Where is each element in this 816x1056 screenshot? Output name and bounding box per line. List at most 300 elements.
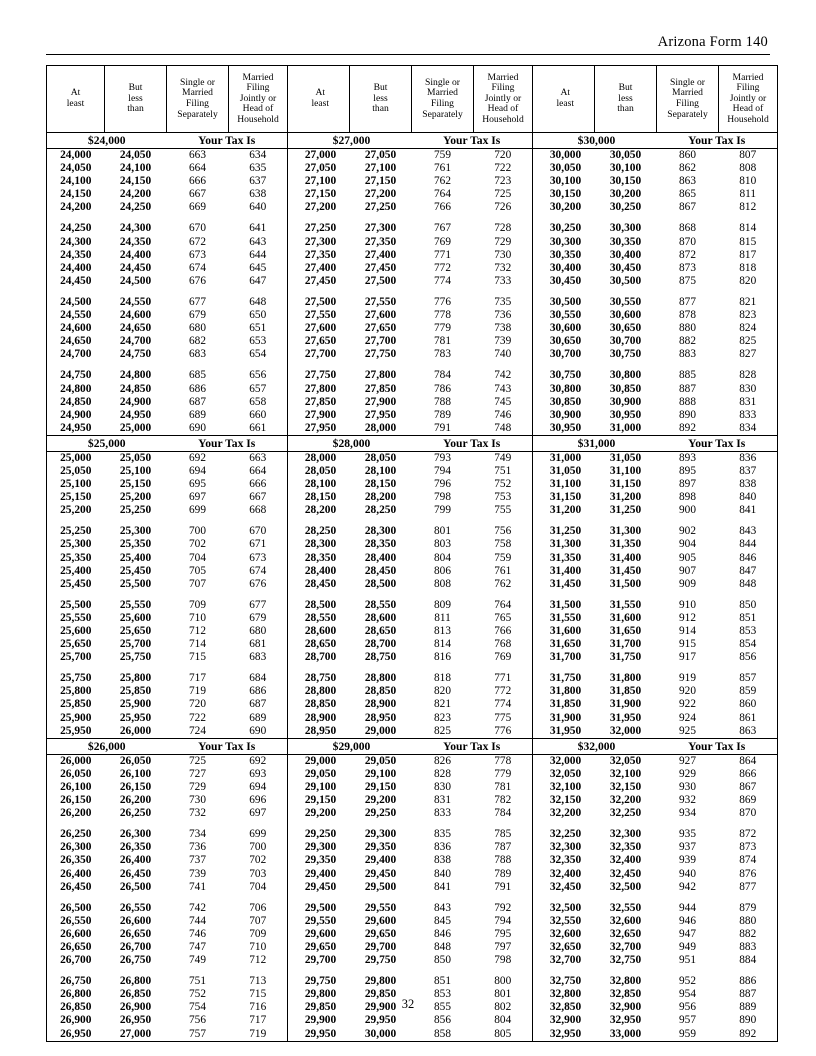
cell-tax-mfj-hoh: 814: [739, 222, 757, 235]
your-tax-is-label: Your Tax Is: [412, 435, 533, 451]
cell-tax-mfj-hoh: 764: [494, 598, 512, 611]
group-divider: [533, 149, 537, 163]
cell-tax-mfj-hoh: 709: [249, 927, 267, 940]
cell-at-least: 32,050: [549, 767, 582, 780]
cell-tax-mfj-hoh: 864: [739, 754, 757, 767]
cell-tax-single-mfs: 673: [189, 248, 206, 261]
cell-tax-single-mfs: 846: [434, 927, 451, 940]
cell-but-less-than: 32,600: [609, 914, 642, 927]
cell-at-least: 28,700: [304, 651, 337, 664]
group-divider: [288, 383, 292, 396]
cell-but-less-than: 30,150: [609, 175, 642, 188]
cell-at-least: 29,600: [304, 927, 337, 940]
cell-tax-mfj-hoh: 707: [249, 914, 267, 927]
cell-at-least: 24,450: [60, 274, 92, 287]
cell-tax-mfj-hoh: 694: [249, 780, 267, 793]
group-divider: [533, 309, 537, 322]
cell-tax-single-mfs: 727: [189, 767, 206, 780]
cell-at-least: 27,950: [304, 421, 337, 434]
table-row: [47, 275, 778, 288]
cell-but-less-than: 32,200: [609, 794, 642, 807]
cell-but-less-than: 27,450: [364, 261, 397, 274]
group-divider: [533, 249, 537, 262]
group-divider: [288, 478, 292, 491]
cell-tax-single-mfs: 855: [434, 1001, 451, 1014]
cell-at-least: 31,800: [549, 685, 582, 698]
cell-at-least: 26,850: [60, 1001, 92, 1014]
cell-at-least: 26,550: [60, 914, 92, 927]
cell-but-less-than: 31,350: [609, 538, 642, 551]
cell-tax-single-mfs: 907: [679, 564, 696, 577]
cell-but-less-than: 24,250: [119, 201, 152, 214]
cell-tax-mfj-hoh: 728: [494, 222, 512, 235]
column-header-mfj-or-hoh: Married Filing Jointly or Head of Household: [474, 66, 533, 133]
cell-at-least: 27,800: [304, 382, 337, 395]
group-divider: [533, 754, 537, 768]
cell-tax-single-mfs: 820: [434, 685, 451, 698]
cell-but-less-than: 24,750: [119, 348, 152, 361]
cell-tax-mfj-hoh: 856: [739, 651, 757, 664]
group-divider: [288, 612, 292, 625]
cell-at-least: 29,300: [304, 841, 337, 854]
cell-tax-single-mfs: 917: [679, 651, 696, 664]
cell-but-less-than: 25,900: [119, 698, 152, 711]
cell-at-least: 31,750: [549, 672, 582, 685]
cell-but-less-than: 31,100: [609, 464, 642, 477]
cell-tax-mfj-hoh: 717: [249, 1014, 267, 1027]
cell-but-less-than: 30,350: [609, 235, 642, 248]
cell-tax-mfj-hoh: 664: [249, 464, 267, 477]
cell-tax-single-mfs: 746: [189, 927, 206, 940]
cell-tax-single-mfs: 892: [679, 421, 696, 434]
cell-at-least: 31,000: [549, 451, 582, 464]
table-row: [47, 941, 778, 954]
cell-tax-mfj-hoh: 735: [494, 295, 512, 308]
cell-tax-single-mfs: 885: [679, 369, 696, 382]
group-divider: [288, 625, 292, 638]
group-divider: [533, 599, 537, 612]
cell-but-less-than: 29,600: [364, 914, 397, 927]
cell-tax-mfj-hoh: 853: [739, 625, 757, 637]
cell-at-least: 24,750: [60, 369, 92, 382]
cell-tax-mfj-hoh: 811: [739, 188, 757, 201]
cell-at-least: 24,000: [60, 149, 92, 161]
cell-at-least: 29,000: [304, 754, 337, 767]
group-divider: [288, 915, 292, 928]
cell-tax-mfj-hoh: 634: [249, 149, 267, 161]
group-divider: [533, 201, 537, 214]
cell-tax-single-mfs: 707: [189, 577, 206, 590]
cell-tax-single-mfs: 895: [679, 464, 696, 477]
cell-tax-single-mfs: 756: [189, 1014, 206, 1027]
cell-tax-single-mfs: 831: [434, 794, 451, 807]
cell-tax-single-mfs: 944: [679, 901, 696, 914]
cell-tax-single-mfs: 806: [434, 564, 451, 577]
table-row: [47, 672, 778, 685]
cell-tax-mfj-hoh: 693: [249, 767, 267, 780]
cell-tax-mfj-hoh: 692: [249, 754, 267, 767]
header-divider: [46, 54, 770, 55]
cell-at-least: 29,100: [304, 780, 337, 793]
group-divider: [288, 322, 292, 335]
table-row: [47, 175, 778, 188]
group-divider: [533, 881, 537, 894]
cell-at-least: 28,150: [304, 491, 337, 504]
cell-tax-mfj-hoh: 869: [739, 794, 757, 807]
group-divider: [288, 249, 292, 262]
column-header-mfj-or-hoh: Married Filing Jointly or Head of Household: [719, 66, 778, 133]
cell-at-least: 29,650: [304, 940, 337, 953]
cell-tax-mfj-hoh: 800: [494, 975, 512, 988]
group-divider: [288, 133, 292, 149]
group-divider: [533, 322, 537, 335]
table-row: [47, 975, 778, 988]
cell-but-less-than: 27,350: [364, 235, 397, 248]
cell-but-less-than: 31,150: [609, 478, 642, 491]
cell-at-least: 26,100: [60, 780, 92, 793]
cell-tax-single-mfs: 935: [679, 828, 696, 841]
cell-tax-mfj-hoh: 788: [494, 854, 512, 867]
cell-but-less-than: 32,100: [609, 767, 642, 780]
cell-tax-mfj-hoh: 810: [739, 175, 757, 188]
cell-but-less-than: 28,700: [364, 638, 397, 651]
cell-tax-single-mfs: 749: [189, 954, 206, 967]
table-row: [47, 915, 778, 928]
cell-at-least: 24,200: [60, 201, 92, 214]
cell-at-least: 24,500: [60, 295, 92, 308]
table-row: [47, 188, 778, 201]
group-divider: [533, 768, 537, 781]
cell-tax-single-mfs: 682: [189, 335, 206, 348]
cell-tax-single-mfs: 909: [679, 577, 696, 590]
cell-tax-mfj-hoh: 710: [249, 940, 267, 953]
column-header-at-least: At least: [292, 66, 350, 133]
cell-tax-mfj-hoh: 732: [494, 261, 512, 274]
cell-tax-single-mfs: 925: [679, 724, 696, 737]
cell-at-least: 31,100: [549, 478, 582, 491]
cell-tax-mfj-hoh: 870: [739, 807, 757, 820]
cell-tax-mfj-hoh: 697: [249, 807, 267, 820]
cell-tax-mfj-hoh: 847: [739, 564, 757, 577]
group-divider: [533, 975, 537, 988]
cell-but-less-than: 24,900: [119, 395, 152, 408]
group-divider: [533, 383, 537, 396]
bracket-label: $32,000: [537, 738, 657, 754]
cell-but-less-than: 28,000: [364, 421, 397, 434]
cell-tax-single-mfs: 942: [679, 880, 696, 893]
cell-tax-single-mfs: 865: [679, 188, 696, 201]
cell-but-less-than: 25,350: [119, 538, 152, 551]
cell-tax-mfj-hoh: 785: [494, 828, 512, 841]
group-divider: [533, 725, 537, 739]
cell-but-less-than: 26,900: [119, 1001, 152, 1014]
group-divider: [533, 712, 537, 725]
cell-tax-mfj-hoh: 771: [494, 672, 512, 685]
group-divider: [288, 504, 292, 517]
cell-but-less-than: 28,300: [364, 525, 397, 538]
group-divider: [288, 712, 292, 725]
cell-at-least: 25,700: [60, 651, 92, 664]
row-spacer: [47, 894, 778, 902]
group-divider: [288, 451, 292, 465]
cell-tax-mfj-hoh: 834: [739, 421, 757, 434]
row-spacer: [47, 967, 778, 975]
group-divider: [288, 525, 292, 538]
cell-tax-single-mfs: 724: [189, 724, 206, 737]
cell-tax-mfj-hoh: 789: [494, 867, 512, 880]
group-divider: [288, 396, 292, 409]
group-divider: [533, 296, 537, 309]
cell-but-less-than: 30,900: [609, 395, 642, 408]
group-divider: [533, 807, 537, 820]
cell-at-least: 28,400: [304, 564, 337, 577]
cell-but-less-than: 24,650: [119, 322, 152, 335]
cell-tax-single-mfs: 663: [189, 149, 206, 161]
table-row: [47, 162, 778, 175]
cell-at-least: 27,900: [304, 408, 337, 421]
income-bracket-band-row: [47, 738, 778, 754]
cell-tax-mfj-hoh: 795: [494, 927, 512, 940]
group-divider: [533, 504, 537, 517]
group-divider: [533, 954, 537, 967]
cell-tax-mfj-hoh: 889: [739, 1001, 757, 1014]
cell-tax-single-mfs: 722: [189, 711, 206, 724]
table-row: [47, 841, 778, 854]
cell-at-least: 30,300: [549, 235, 582, 248]
cell-at-least: 27,350: [304, 248, 337, 261]
your-tax-is-label: Your Tax Is: [167, 133, 288, 149]
cell-but-less-than: 31,300: [609, 525, 642, 538]
cell-tax-mfj-hoh: 759: [494, 551, 512, 564]
cell-but-less-than: 28,200: [364, 491, 397, 504]
cell-at-least: 28,050: [304, 464, 337, 477]
cell-but-less-than: 32,800: [609, 975, 642, 988]
group-divider: [533, 698, 537, 711]
cell-but-less-than: 25,700: [119, 638, 152, 651]
cell-at-least: 24,600: [60, 322, 92, 335]
cell-tax-single-mfs: 902: [679, 525, 696, 538]
group-divider: [533, 828, 537, 841]
cell-tax-mfj-hoh: 753: [494, 491, 512, 504]
table-row: [47, 868, 778, 881]
row-spacer: [47, 288, 778, 296]
table-row: [47, 781, 778, 794]
group-divider: [533, 396, 537, 409]
bracket-label: $29,000: [292, 738, 412, 754]
group-divider: [533, 902, 537, 915]
row-spacer: [47, 517, 778, 525]
cell-tax-single-mfs: 858: [434, 1027, 451, 1040]
cell-tax-mfj-hoh: 725: [494, 188, 512, 201]
cell-tax-single-mfs: 867: [679, 201, 696, 214]
group-divider: [533, 525, 537, 538]
cell-at-least: 32,500: [549, 901, 582, 914]
cell-but-less-than: 31,000: [609, 421, 642, 434]
group-divider: [288, 725, 292, 739]
table-row: [47, 928, 778, 941]
cell-tax-mfj-hoh: 782: [494, 794, 512, 807]
cell-tax-single-mfs: 947: [679, 927, 696, 940]
cell-tax-single-mfs: 924: [679, 711, 696, 724]
cell-at-least: 28,850: [304, 698, 337, 711]
cell-at-least: 26,800: [60, 988, 92, 1001]
cell-tax-mfj-hoh: 749: [494, 451, 512, 464]
cell-tax-mfj-hoh: 798: [494, 954, 512, 967]
cell-tax-single-mfs: 686: [189, 382, 206, 395]
cell-tax-mfj-hoh: 657: [249, 382, 267, 395]
cell-tax-mfj-hoh: 784: [494, 807, 512, 820]
cell-tax-mfj-hoh: 656: [249, 369, 267, 382]
cell-but-less-than: 27,700: [364, 335, 397, 348]
cell-tax-single-mfs: 741: [189, 880, 206, 893]
table-row: [47, 612, 778, 625]
cell-tax-mfj-hoh: 651: [249, 322, 267, 335]
cell-tax-single-mfs: 705: [189, 564, 206, 577]
cell-at-least: 31,850: [549, 698, 582, 711]
cell-at-least: 24,150: [60, 188, 92, 201]
table-row: [47, 149, 778, 163]
cell-at-least: 26,650: [60, 940, 92, 953]
cell-at-least: 26,700: [60, 954, 92, 967]
cell-at-least: 29,750: [304, 975, 337, 988]
cell-but-less-than: 30,250: [609, 201, 642, 214]
cell-at-least: 25,950: [60, 724, 92, 737]
cell-tax-single-mfs: 710: [189, 611, 206, 624]
cell-tax-mfj-hoh: 805: [494, 1027, 512, 1040]
cell-tax-single-mfs: 798: [434, 491, 451, 504]
cell-at-least: 29,850: [304, 1001, 337, 1014]
cell-but-less-than: 32,400: [609, 854, 642, 867]
cell-but-less-than: 25,600: [119, 611, 152, 624]
group-divider: [288, 296, 292, 309]
cell-tax-single-mfs: 766: [434, 201, 451, 214]
your-tax-is-label: Your Tax Is: [412, 738, 533, 754]
cell-but-less-than: 28,450: [364, 564, 397, 577]
cell-but-less-than: 24,500: [119, 274, 152, 287]
cell-at-least: 32,150: [549, 794, 582, 807]
cell-tax-single-mfs: 788: [434, 395, 451, 408]
cell-tax-mfj-hoh: 781: [494, 780, 512, 793]
cell-at-least: 29,950: [304, 1027, 337, 1040]
cell-but-less-than: 32,000: [609, 724, 642, 737]
cell-tax-single-mfs: 683: [189, 348, 206, 361]
cell-tax-single-mfs: 700: [189, 525, 206, 538]
cell-at-least: 28,950: [304, 724, 337, 737]
group-divider: [533, 915, 537, 928]
cell-tax-mfj-hoh: 680: [249, 625, 267, 637]
cell-at-least: 31,450: [549, 577, 582, 590]
cell-but-less-than: 25,800: [119, 672, 152, 685]
cell-but-less-than: 29,000: [364, 724, 397, 737]
cell-at-least: 25,900: [60, 711, 92, 724]
cell-but-less-than: 29,850: [364, 988, 397, 1001]
cell-tax-single-mfs: 927: [679, 754, 696, 767]
cell-but-less-than: 25,400: [119, 551, 152, 564]
group-divider: [288, 638, 292, 651]
cell-but-less-than: 25,850: [119, 685, 152, 698]
cell-at-least: 24,300: [60, 235, 92, 248]
cell-tax-single-mfs: 850: [434, 954, 451, 967]
cell-tax-mfj-hoh: 866: [739, 767, 757, 780]
cell-at-least: 25,150: [60, 491, 92, 504]
row-spacer: [47, 664, 778, 672]
cell-tax-mfj-hoh: 756: [494, 525, 512, 538]
cell-tax-mfj-hoh: 818: [739, 261, 757, 274]
row-spacer: [47, 214, 778, 222]
group-divider: [288, 175, 292, 188]
cell-tax-single-mfs: 868: [679, 222, 696, 235]
cell-at-least: 28,500: [304, 598, 337, 611]
cell-tax-single-mfs: 774: [434, 274, 451, 287]
cell-at-least: 27,600: [304, 322, 337, 335]
cell-but-less-than: 26,100: [119, 767, 152, 780]
cell-at-least: 32,350: [549, 854, 582, 867]
table-row: [47, 651, 778, 664]
table-row: [47, 807, 778, 820]
cell-tax-mfj-hoh: 772: [494, 685, 512, 698]
cell-tax-mfj-hoh: 706: [249, 901, 267, 914]
cell-but-less-than: 25,000: [119, 421, 152, 434]
form-title: Arizona Form 140: [657, 34, 768, 50]
cell-tax-mfj-hoh: 886: [739, 975, 757, 988]
cell-tax-mfj-hoh: 702: [249, 854, 267, 867]
cell-tax-single-mfs: 915: [679, 638, 696, 651]
cell-tax-single-mfs: 890: [679, 408, 696, 421]
cell-tax-mfj-hoh: 690: [249, 724, 267, 737]
cell-tax-mfj-hoh: 812: [739, 201, 757, 214]
cell-but-less-than: 32,550: [609, 901, 642, 914]
cell-tax-mfj-hoh: 808: [739, 162, 757, 175]
cell-tax-single-mfs: 796: [434, 478, 451, 491]
group-divider: [288, 262, 292, 275]
cell-but-less-than: 24,150: [119, 175, 152, 188]
cell-tax-mfj-hoh: 859: [739, 685, 757, 698]
cell-tax-mfj-hoh: 679: [249, 611, 267, 624]
cell-tax-single-mfs: 762: [434, 175, 451, 188]
cell-but-less-than: 32,650: [609, 927, 642, 940]
group-divider: [288, 768, 292, 781]
cell-but-less-than: 25,750: [119, 651, 152, 664]
cell-tax-mfj-hoh: 892: [739, 1027, 757, 1040]
cell-tax-mfj-hoh: 663: [249, 451, 267, 464]
table-row: [47, 638, 778, 651]
cell-tax-single-mfs: 779: [434, 322, 451, 335]
group-divider: [288, 685, 292, 698]
cell-tax-single-mfs: 898: [679, 491, 696, 504]
cell-tax-single-mfs: 900: [679, 504, 696, 517]
table-row: [47, 465, 778, 478]
cell-at-least: 29,550: [304, 914, 337, 927]
group-divider: [288, 651, 292, 664]
bracket-label: $30,000: [537, 133, 657, 149]
cell-at-least: 24,050: [60, 162, 92, 175]
group-divider: [533, 162, 537, 175]
cell-tax-mfj-hoh: 883: [739, 940, 757, 953]
cell-at-least: 32,750: [549, 975, 582, 988]
income-bracket-band-row: [47, 435, 778, 451]
cell-but-less-than: 29,400: [364, 854, 397, 867]
cell-tax-single-mfs: 704: [189, 551, 206, 564]
group-divider: [533, 188, 537, 201]
cell-but-less-than: 30,100: [609, 162, 642, 175]
cell-but-less-than: 31,950: [609, 711, 642, 724]
cell-at-least: 30,600: [549, 322, 582, 335]
cell-at-least: 24,900: [60, 408, 92, 421]
cell-tax-single-mfs: 954: [679, 988, 696, 1001]
group-divider: [533, 409, 537, 422]
cell-but-less-than: 31,500: [609, 577, 642, 590]
group-divider: [288, 928, 292, 941]
